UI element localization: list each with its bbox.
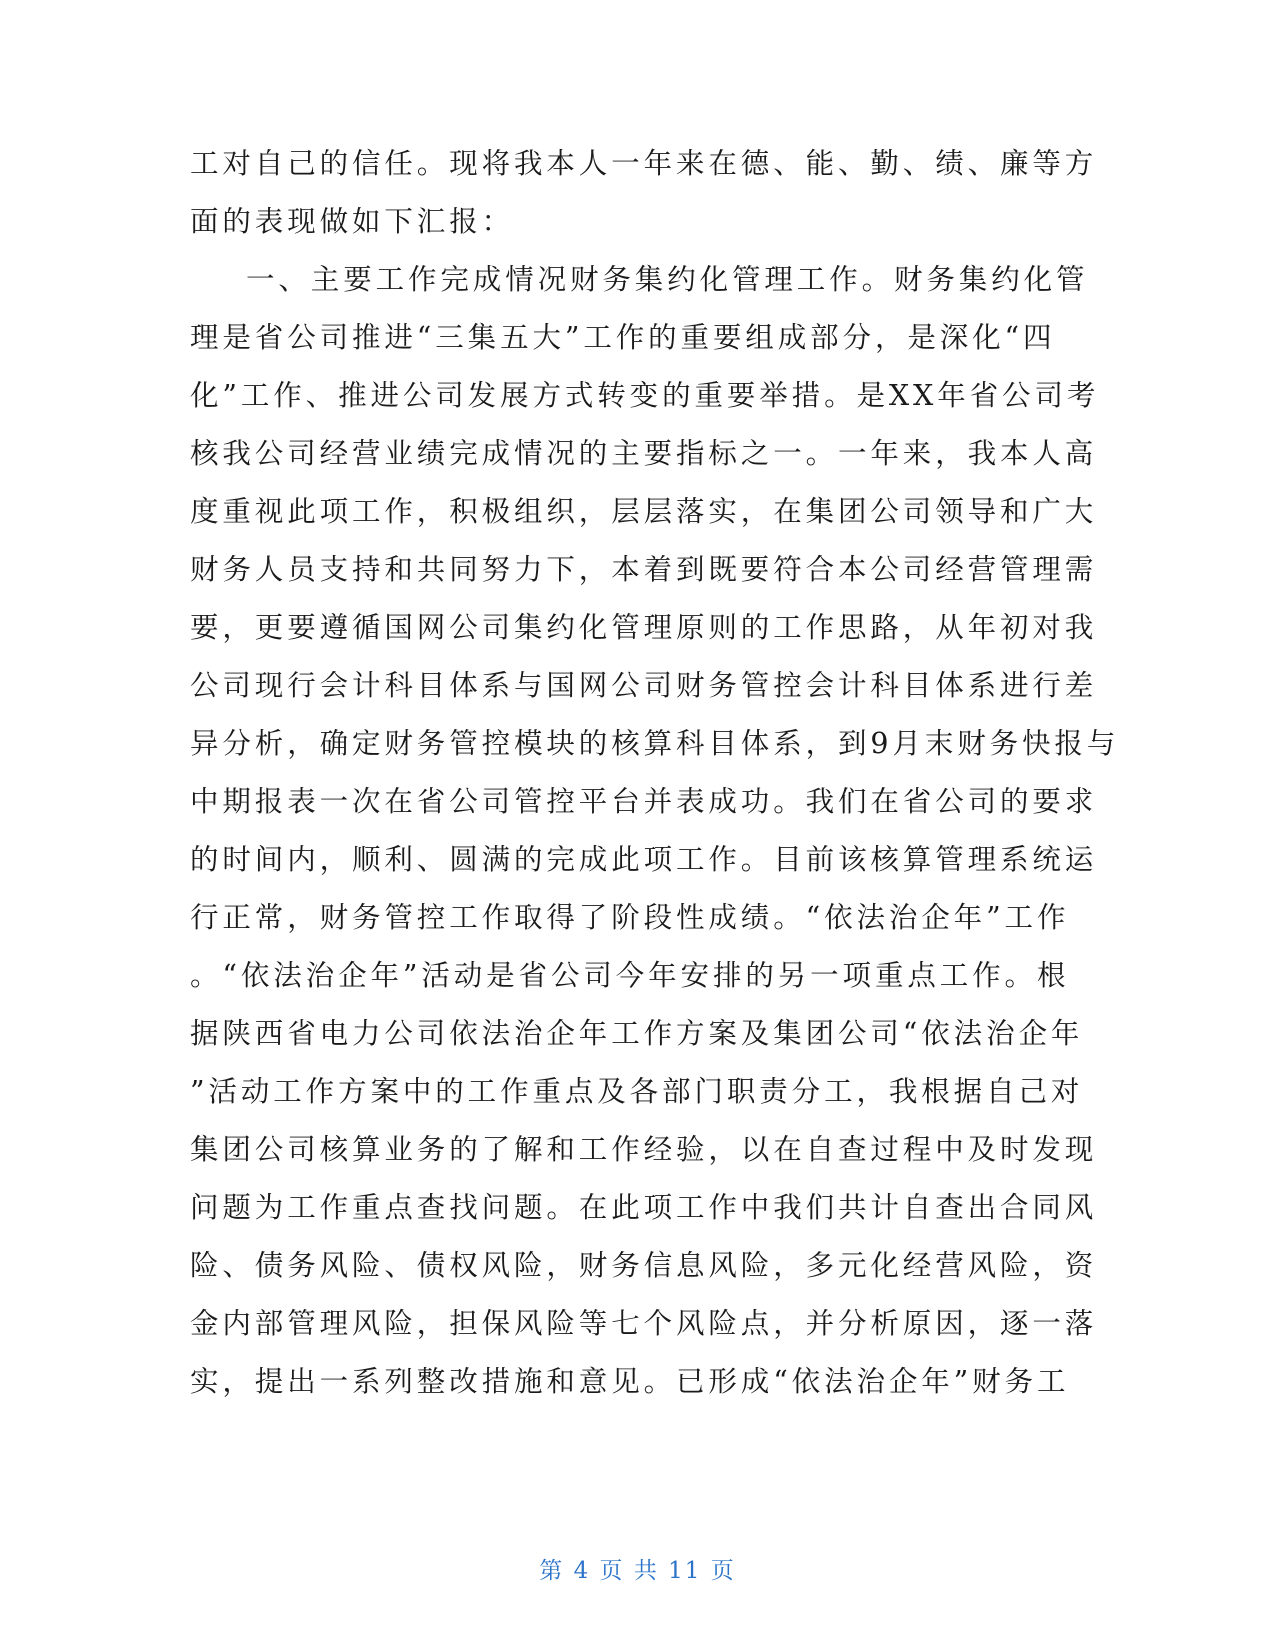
body-text-line: 财务人员支持和共同努力下，本着到既要符合本公司经营管理需: [190, 553, 1098, 586]
body-text-line: 公司现行会计科目体系与国网公司财务管控会计科目体系进行差: [190, 669, 1098, 702]
body-text-line: 工对自己的信任。现将我本人一年来在德、能、勤、绩、廉等方: [190, 147, 1098, 180]
body-text-line: 实，提出一系列整改措施和意见。已形成“依法治企年”财务工: [190, 1365, 1070, 1398]
body-text-line: 化”工作、推进公司发展方式转变的重要举措。是XX年省公司考: [190, 379, 1100, 412]
body-text-line: ”活动工作方案中的工作重点及各部门职责分工，我根据自己对: [190, 1075, 1084, 1108]
body-text-line: 。“依法治企年”活动是省公司今年安排的另一项重点工作。根: [190, 959, 1070, 992]
body-text-line: 理是省公司推进“三集五大”工作的重要组成部分，是深化“四: [190, 321, 1056, 354]
body-text-line: 异分析，确定财务管控模块的核算科目体系，到9月末财务快报与: [190, 727, 1120, 760]
body-text-line: 金内部管理风险，担保风险等七个风险点，并分析原因，逐一落: [190, 1307, 1098, 1340]
page-number-footer: 第 4 页 共 11 页: [539, 1558, 736, 1584]
body-text-line: 的时间内，顺利、圆满的完成此项工作。目前该核算管理系统运: [190, 843, 1098, 876]
body-text-line: 集团公司核算业务的了解和工作经验，以在自查过程中及时发现: [190, 1133, 1098, 1166]
section-heading-line: 一、主要工作完成情况财务集约化管理工作。财务集约化管: [246, 263, 1089, 296]
body-text-line: 要，更要遵循国网公司集约化管理原则的工作思路，从年初对我: [190, 611, 1098, 644]
body-text-line: 度重视此项工作，积极组织，层层落实，在集团公司领导和广大: [190, 495, 1098, 528]
body-text-line: 核我公司经营业绩完成情况的主要指标之一。一年来，我本人高: [190, 437, 1098, 470]
body-text-line: 面的表现做如下汇报：: [190, 205, 515, 238]
body-text-line: 据陕西省电力公司依法治企年工作方案及集团公司“依法治企年: [190, 1017, 1084, 1050]
body-text-line: 问题为工作重点查找问题。在此项工作中我们共计自查出合同风: [190, 1191, 1098, 1224]
body-text-line: 中期报表一次在省公司管控平台并表成功。我们在省公司的要求: [190, 785, 1098, 818]
body-text-line: 险、债务风险、债权风险，财务信息风险，多元化经营风险，资: [190, 1249, 1098, 1282]
body-text-line: 行正常，财务管控工作取得了阶段性成绩。“依法治企年”工作: [190, 901, 1070, 934]
